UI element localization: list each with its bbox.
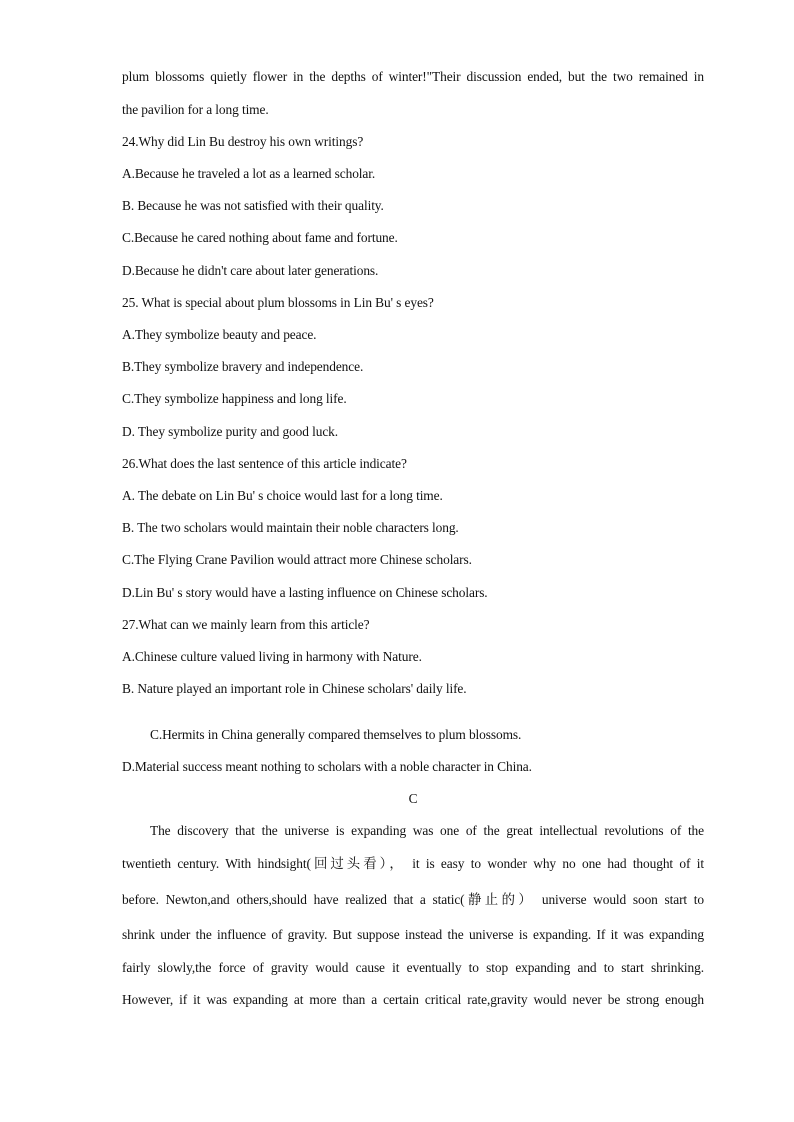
option-25-b: B.They symbolize bravery and independence. — [122, 359, 364, 374]
option-27-b: B. Nature played an important role in Chinese scholars' daily life. — [122, 681, 467, 696]
option-26-c: C.The Flying Crane Pavilion would attract more Chinese scholars. — [122, 552, 472, 567]
option-25-d: D. They symbolize purity and good luck. — [122, 424, 339, 439]
option-27-a: A.Chinese culture valued living in harmony with Nature. — [122, 649, 422, 664]
passage-line: before. Newton,and others,should have realized that a static(静止的） universe would soon start to — [122, 892, 704, 907]
option-27-c: C.Hermits in China generally compared themselves to plum blossoms. — [150, 727, 522, 742]
passage-line: shrink under the influence of gravity. But suppose instead the universe is expanding. If it was expanding — [122, 927, 704, 942]
option-24-a: A.Because he traveled a lot as a learned scholar. — [122, 166, 376, 181]
question-stem-27: 27.What can we mainly learn from this article? — [122, 617, 370, 632]
passage-line: The discovery that the universe is expanding was one of the great intellectual revolutions of the — [150, 823, 704, 838]
question-stem-26: 26.What does the last sentence of this article indicate? — [122, 456, 407, 471]
question-stem-24: 24.Why did Lin Bu destroy his own writings? — [122, 134, 364, 149]
passage-line: However, if it was expanding at more than a certain critical rate,gravity would never be strong enough — [122, 992, 704, 1007]
option-26-d: D.Lin Bu' s story would have a lasting influence on Chinese scholars. — [122, 585, 488, 600]
option-24-d: D.Because he didn't care about later generations. — [122, 263, 379, 278]
question-stem-25: 25. What is special about plum blossoms in Lin Bu' s eyes? — [122, 295, 434, 310]
passage-line: the pavilion for a long time. — [122, 102, 269, 117]
option-26-a: A. The debate on Lin Bu' s choice would last for a long time. — [122, 488, 443, 503]
passage-line: twentieth century. With hindsight(回过头看）， it is easy to wonder why no one had thought of it — [122, 856, 704, 871]
passage-line: fairly slowly,the force of gravity would cause it eventually to stop expanding and to start shrinking. — [122, 960, 704, 975]
section-heading: C — [408, 791, 418, 806]
option-25-c: C.They symbolize happiness and long life. — [122, 391, 347, 406]
option-27-d: D.Material success meant nothing to scholars with a noble character in China. — [122, 759, 532, 774]
option-24-c: C.Because he cared nothing about fame and fortune. — [122, 230, 398, 245]
option-26-b: B. The two scholars would maintain their noble characters long. — [122, 520, 459, 535]
option-24-b: B. Because he was not satisfied with their quality. — [122, 198, 384, 213]
option-25-a: A.They symbolize beauty and peace. — [122, 327, 317, 342]
passage-line: plum blossoms quietly flower in the depths of winter!"Their discussion ended, but the two remained in — [122, 69, 704, 84]
